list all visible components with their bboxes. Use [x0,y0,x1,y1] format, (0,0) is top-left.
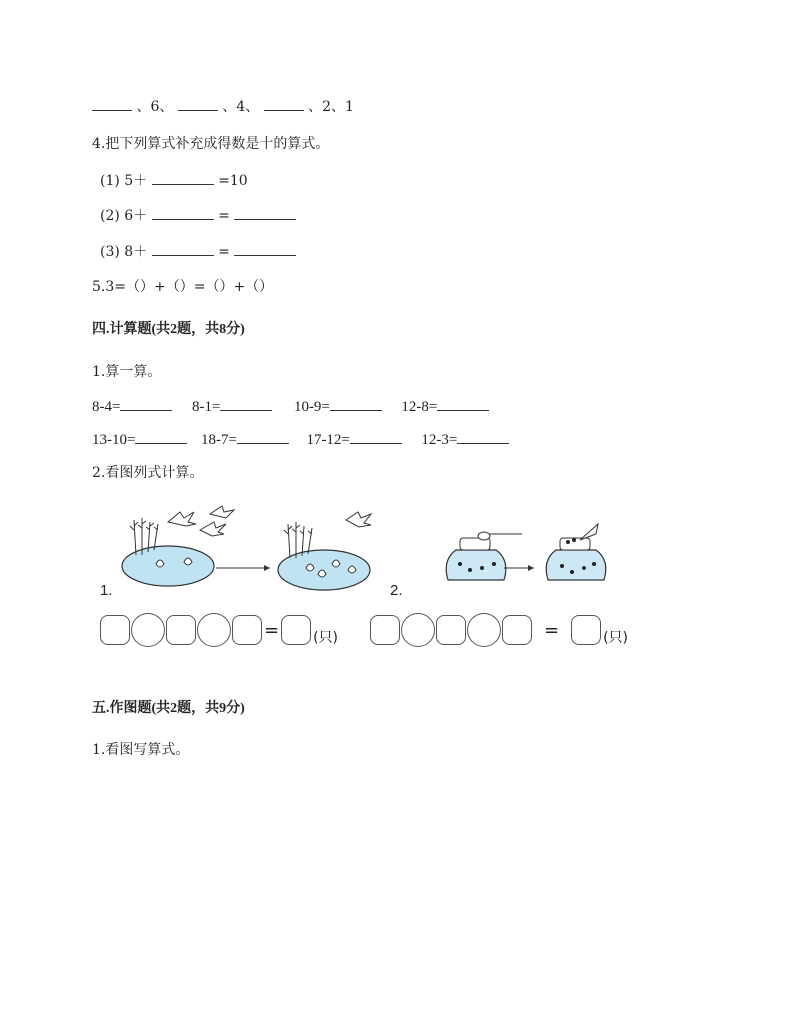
q4-item-2: (2) 6＋ = [100,205,296,225]
blank[interactable] [120,396,172,411]
blank[interactable] [437,396,489,411]
figure-1-number: 1. [100,582,113,599]
q5-text: 5.3=（）+（）=（）+（） [92,279,274,295]
blank[interactable] [152,205,214,220]
seq-sep-3: 、2、1 [308,99,354,115]
blank[interactable] [234,205,296,220]
blank[interactable] [152,170,214,185]
answer-box[interactable] [502,615,532,645]
blank[interactable] [350,429,402,444]
answer-row-1 [100,613,338,647]
answer-box[interactable] [571,615,601,645]
figure-tadpole-jars [438,520,638,595]
answer-box[interactable] [370,615,400,645]
operator-circle[interactable] [197,613,231,647]
answer-box[interactable] [436,615,466,645]
blank[interactable] [457,429,509,444]
calc-row-1: 8-4= 8-1= 10-9= 12-8= [92,396,489,416]
answer-box[interactable] [232,615,262,645]
q4-item-3: (3) 8＋ = [100,241,296,261]
answer-box[interactable] [281,615,311,645]
q4-item-1: (1) 5＋ =10 [100,170,248,190]
equals-sign: = [544,619,560,641]
calc-row-2: 13-10= 18-7= 17-12= 12-3= [92,429,509,449]
blank[interactable] [234,241,296,256]
blank[interactable] [264,96,304,111]
blank[interactable] [92,96,132,111]
seq-sep-1: 、6、 [136,99,174,115]
operator-circle[interactable] [401,613,435,647]
answer-box[interactable] [166,615,196,645]
blank[interactable] [178,96,218,111]
blank[interactable] [152,241,214,256]
seq-sep-2: 、4、 [222,99,260,115]
section-4-title: 四.计算题(共2题，共8分) [92,322,245,337]
answer-box[interactable] [100,615,130,645]
blank[interactable] [135,429,187,444]
sec5-q1-title: 1.看图写算式。 [92,742,190,758]
operator-circle[interactable] [467,613,501,647]
sec4-q2-title: 2.看图列式计算。 [92,465,204,481]
section-5-title: 五.作图题(共2题，共9分) [92,701,245,716]
operator-circle[interactable] [131,613,165,647]
figure-2-number: 2. [390,582,403,599]
unit-label: (只) [313,630,339,646]
blank[interactable] [237,429,289,444]
sequence-line [92,96,354,116]
unit-label: (只) [603,630,629,646]
q4-title: 4.把下列算式补充成得数是十的算式。 [92,136,330,152]
sec4-q1-title: 1.算一算。 [92,364,162,380]
blank[interactable] [220,396,272,411]
answer-row-2 [370,613,628,647]
blank[interactable] [330,396,382,411]
equals-sign: = [264,619,280,641]
figure-birds-pond [118,500,378,600]
